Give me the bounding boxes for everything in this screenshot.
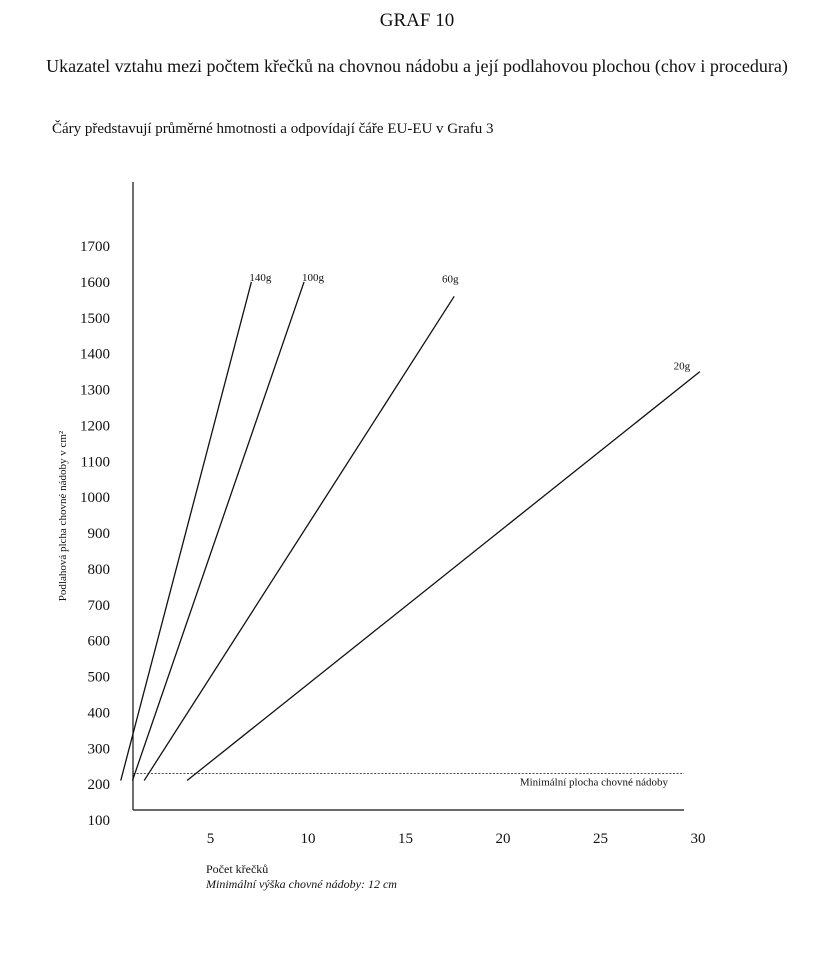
x-tick-labels <box>207 831 706 847</box>
x-tick-label: 5 <box>206 831 215 847</box>
series-line-100g <box>132 282 304 781</box>
series-label-60g: 60g <box>441 273 459 286</box>
x-tick-label: 10 <box>300 831 316 847</box>
reference-line-label: Minimální plocha chovné nádoby <box>519 776 668 789</box>
y-tick-label: 1300 <box>80 382 110 399</box>
x-tick-label: 25 <box>593 831 608 847</box>
chart-note: Čáry představují průměrné hmotnosti a odpovídají čáře EU-EU v Grafu 3 <box>52 121 494 137</box>
y-tick-label: 700 <box>87 597 110 614</box>
series-label-20g: 20g <box>673 360 691 373</box>
series-line-20g <box>187 372 700 781</box>
series-label-100g: 100g <box>302 271 325 284</box>
y-tick-label: 600 <box>87 633 110 650</box>
y-tick-label: 500 <box>87 669 110 686</box>
y-tick-label: 1700 <box>80 239 110 256</box>
x-tick-label: 30 <box>690 831 706 847</box>
x-tick-label: 15 <box>398 831 413 847</box>
y-tick-labels <box>80 239 110 829</box>
minimum-height-note: Minimální výška chovné nádoby: 12 cm <box>206 877 397 891</box>
y-tick-label: 1200 <box>80 418 110 435</box>
y-tick-label: 400 <box>87 705 110 722</box>
series-lines <box>121 272 700 781</box>
x-axis-title: Počet křečků <box>206 862 269 876</box>
series-line-140g <box>121 282 252 781</box>
chart-subtitle: Ukazatel vztahu mezi počtem křečků na chovnou nádobu a její podlahovou plochou (chov i procedura) <box>46 56 788 76</box>
y-tick-label: 800 <box>87 561 110 578</box>
y-tick-label: 300 <box>87 741 110 758</box>
y-tick-label: 1600 <box>80 274 110 291</box>
series-label-140g: 140g <box>249 271 272 284</box>
y-tick-label: 200 <box>87 777 110 794</box>
y-axis-title: Podlahová plcha chovné nádoby v cm² <box>57 430 69 602</box>
series-line-60g <box>144 296 454 780</box>
x-tick-label: 20 <box>495 831 511 847</box>
chart-title: GRAF 10 <box>379 10 455 31</box>
y-tick-label: 1100 <box>80 454 110 471</box>
y-tick-label: 100 <box>87 813 110 829</box>
y-tick-label: 1000 <box>80 490 110 507</box>
y-tick-label: 1400 <box>80 346 110 363</box>
y-tick-label: 900 <box>87 526 110 543</box>
y-tick-label: 1500 <box>80 310 110 327</box>
